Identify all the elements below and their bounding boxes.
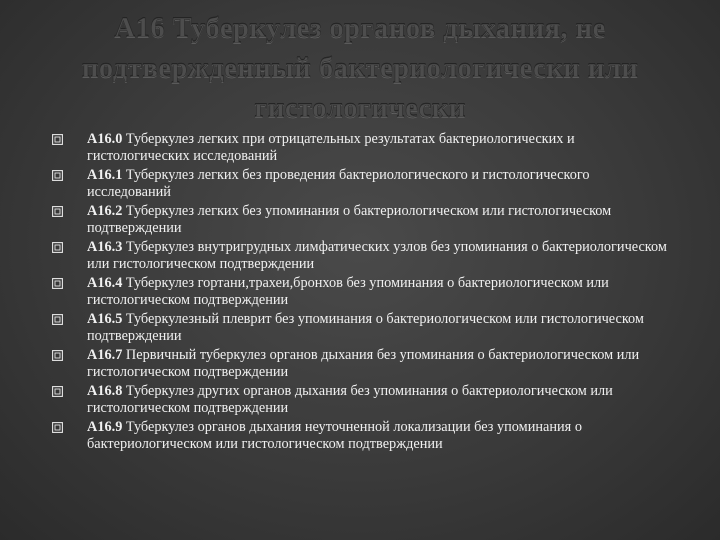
list-item	[52, 167, 672, 201]
checkbox-icon	[52, 134, 63, 145]
list-item	[52, 347, 672, 381]
item-text: Туберкулез внутригрудных лимфатических узлов без упоминания о бактериологическом или гистологическом подтверждении	[87, 238, 667, 273]
item-code: A16.4	[87, 274, 123, 291]
item-code: A16.2	[87, 202, 123, 219]
item-text: Туберкулез легких без упоминания о бактериологическом или гистологическом подтверждении	[87, 202, 612, 237]
item-code: A16.9	[87, 418, 123, 435]
item-text: Туберкулезный плеврит без упоминания о бактериологическом или гистологическом подтверждении	[87, 310, 644, 345]
checkbox-icon	[52, 350, 63, 361]
checkbox-icon	[52, 242, 63, 253]
list-item	[52, 203, 672, 237]
list-item	[52, 383, 672, 417]
item-text: Туберкулез легких без проведения бактериологического и гистологического исследований	[87, 166, 590, 201]
item-code: A16.1	[87, 166, 123, 183]
item-code: A16.8	[87, 382, 123, 399]
checkbox-icon	[52, 278, 63, 289]
item-text: Туберкулез органов дыхания неуточненной локализации без упоминания о бактериологическом или гистологическом подтверждении	[87, 418, 582, 452]
item-code: A16.7	[87, 346, 123, 363]
checkbox-icon	[52, 170, 63, 181]
item-code: A16.0	[87, 131, 123, 147]
list-item	[52, 419, 672, 453]
list-item	[52, 275, 672, 309]
checkbox-icon	[52, 314, 63, 325]
checkbox-icon	[52, 386, 63, 397]
checkbox-icon	[52, 422, 63, 433]
slide-title: A16 Туберкулез органов дыхания, не подтвержденный бактериологически или гистологически	[81, 12, 639, 124]
item-text: Туберкулез гортани,трахеи,бронхов без упоминания о бактериологическом или гистологическом подтверждении	[87, 274, 609, 309]
list-item	[52, 239, 672, 273]
list-item	[52, 311, 672, 345]
item-code: A16.3	[87, 238, 123, 255]
item-list	[52, 131, 672, 455]
item-text: Туберкулез легких при отрицательных результатах бактериологических и гистологических исследований	[87, 131, 575, 165]
item-code: A16.5	[87, 310, 123, 327]
list-item	[52, 131, 672, 165]
item-text: Первичный туберкулез органов дыхания без упоминания о бактериологическом или гистологическом подтверждении	[87, 346, 640, 380]
item-text: Туберкулез других органов дыхания без упоминания о бактериологическом или гистологическом подтверждении	[87, 382, 613, 416]
checkbox-icon	[52, 206, 63, 217]
